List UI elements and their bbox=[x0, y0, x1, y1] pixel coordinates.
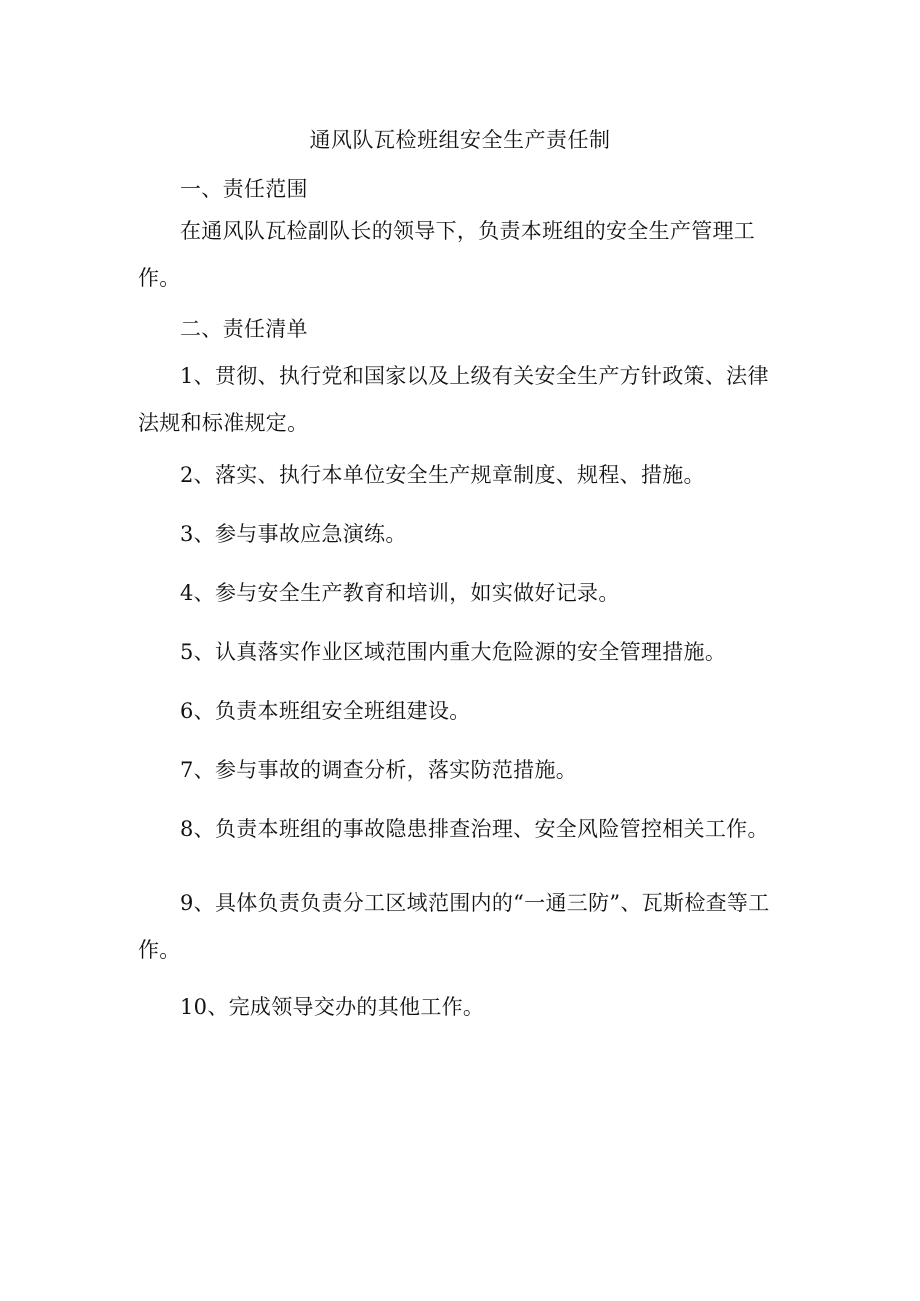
section-heading-scope: 一、责任范围 bbox=[180, 177, 308, 201]
section-heading-list: 二、责任清单 bbox=[180, 317, 308, 341]
list-item-4: 4、参与安全生产教育和培训，如实做好记录。 bbox=[180, 581, 620, 605]
document-title: 通风队瓦检班组安全生产责任制 bbox=[309, 128, 611, 152]
list-item-6: 6、负责本班组安全班组建设。 bbox=[180, 699, 471, 723]
list-item-7: 7、参与事故的调查分析，落实防范措施。 bbox=[180, 758, 578, 782]
list-item-3: 3、参与事故应急演练。 bbox=[180, 522, 407, 546]
list-item-10: 10、完成领导交办的其他工作。 bbox=[180, 995, 485, 1019]
list-item-9: 9、具体负责负责分工区域范围内的“一通三防”、瓦斯检查等工作。 bbox=[138, 891, 770, 962]
scope-paragraph: 在通风队瓦检副队长的领导下，负责本班组的安全生产管理工作。 bbox=[138, 219, 756, 290]
list-item-1: 1、贯彻、执行党和国家以及上级有关安全生产方针政策、法律法规和标准规定。 bbox=[138, 364, 769, 435]
list-item-5: 5、认真落实作业区域范围内重大危险源的安全管理措施。 bbox=[180, 640, 727, 664]
list-item-2: 2、落实、执行本单位安全生产规章制度、规程、措施。 bbox=[180, 463, 705, 487]
list-item-8: 8、负责本班组的事故隐患排查治理、安全风险管控相关工作。 bbox=[180, 817, 769, 841]
